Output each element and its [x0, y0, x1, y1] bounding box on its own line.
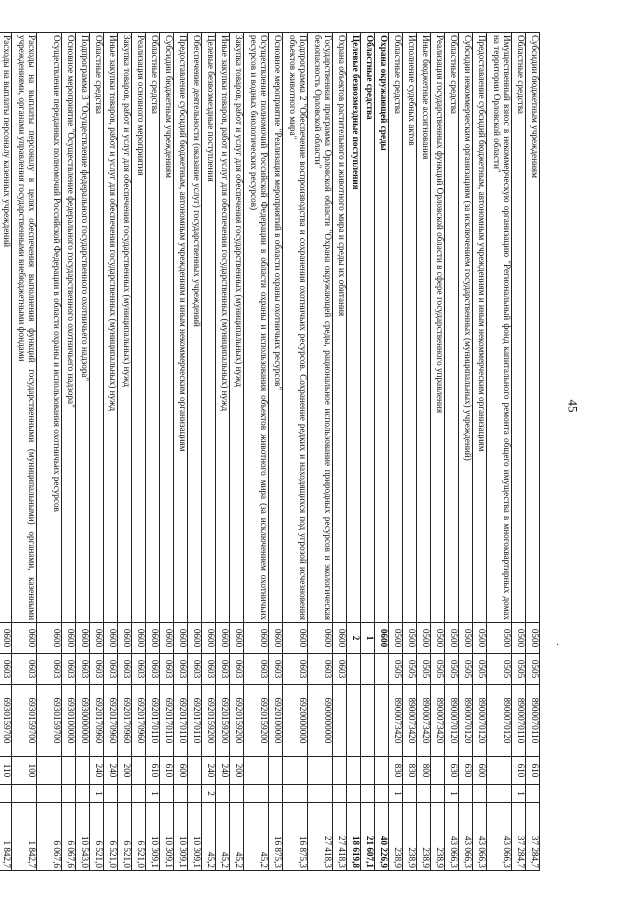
- target-article-code: [347, 685, 361, 757]
- source-code: [216, 785, 230, 803]
- amount: 45,2: [230, 803, 244, 871]
- source-code: [283, 785, 308, 803]
- row-name: Иные закупки товаров, работ и услуг для обеспечения государственных (муниципальных) нужд: [216, 33, 230, 623]
- source-code: 1: [445, 785, 459, 803]
- subsection-code: [375, 654, 389, 685]
- source-code: [459, 785, 473, 803]
- source-code: [12, 785, 37, 803]
- table-row: [473, 33, 487, 871]
- expense-type-code: 240: [202, 757, 216, 785]
- subsection-code: 0603: [62, 654, 76, 685]
- amount: 1 842,7: [12, 803, 37, 871]
- table-row: [347, 33, 361, 871]
- source-code: [37, 785, 62, 803]
- expense-type-code: [333, 757, 347, 785]
- amount: 6 521,0: [118, 803, 132, 871]
- source-code: [0, 785, 12, 803]
- section-code: 2: [347, 623, 361, 654]
- row-name: Реализация государственных функций Орловской области в сфере государственного управления: [431, 33, 445, 623]
- subsection-code: 0505: [445, 654, 459, 685]
- section-code: 0600: [76, 623, 90, 654]
- section-code: 0600: [104, 623, 118, 654]
- amount: 238,9: [389, 803, 403, 871]
- amount: 43 066,3: [459, 803, 473, 871]
- subsection-code: 0603: [90, 654, 104, 685]
- expense-type-code: 110: [0, 757, 12, 785]
- row-name: Целевые безвозмездные поступления: [347, 33, 361, 623]
- section-code: 0600: [174, 623, 188, 654]
- amount: 6 067,6: [37, 803, 62, 871]
- row-name: Субсидии некоммерческим организациям (за исключением государственных (муниципальных) учреждений): [459, 33, 473, 623]
- expense-type-code: [283, 757, 308, 785]
- source-code: [118, 785, 132, 803]
- target-article-code: 8900073420: [431, 685, 445, 757]
- row-name: Иные бюджетные ассигнования: [417, 33, 431, 623]
- row-name: Субсидии бюджетным учреждениям: [160, 33, 174, 623]
- section-code: 0500: [487, 623, 512, 654]
- table-row: [216, 33, 230, 871]
- target-article-code: [361, 685, 375, 757]
- row-name: Основное мероприятие "Осуществление федерального государственного охотничьего надзора": [62, 33, 76, 623]
- amount: 10 309,1: [188, 803, 202, 871]
- source-code: [230, 785, 244, 803]
- source-code: [62, 785, 76, 803]
- expense-type-code: 830: [403, 757, 417, 785]
- subsection-code: 0603: [269, 654, 283, 685]
- subsection-code: 0505: [526, 654, 540, 685]
- subsection-code: 0603: [132, 654, 146, 685]
- target-article-code: 8900073420: [389, 685, 403, 757]
- source-code: 1: [512, 785, 526, 803]
- amount: 10 309,1: [174, 803, 188, 871]
- row-name: Предоставление субсидий бюджетным, автономным учреждениям и иным некоммерческим организациям: [174, 33, 188, 623]
- expense-type-code: [431, 757, 445, 785]
- table-row: [512, 33, 526, 871]
- row-name: Исполнение судебных актов: [403, 33, 417, 623]
- row-name: Осуществление полномочий Российской Федерации в области охраны и использования объектов животного мира (за исключением охотничьих ресурсов и водных биологических ресурсов): [244, 33, 269, 623]
- amount: 238,9: [431, 803, 445, 871]
- subsection-code: 0505: [403, 654, 417, 685]
- table-row: [361, 33, 375, 871]
- amount: 37 284,7: [512, 803, 526, 871]
- amount: 6 067,6: [62, 803, 76, 871]
- expense-type-code: 610: [146, 757, 160, 785]
- expense-type-code: 240: [104, 757, 118, 785]
- rotated-page: [0, 32, 540, 870]
- target-article-code: 6920170110: [146, 685, 160, 757]
- target-article-code: 6930159700: [12, 685, 37, 757]
- table-row: [269, 33, 283, 871]
- amount: 43 066,3: [487, 803, 512, 871]
- amount: 16 875,3: [269, 803, 283, 871]
- section-code: 0500: [389, 623, 403, 654]
- amount: 238,9: [403, 803, 417, 871]
- row-name: Охрана окружающей среды: [375, 33, 389, 623]
- expense-type-code: [37, 757, 62, 785]
- source-code: [132, 785, 146, 803]
- table-row: [417, 33, 431, 871]
- subsection-code: [347, 654, 361, 685]
- section-code: 0600: [202, 623, 216, 654]
- subsection-code: 0505: [389, 654, 403, 685]
- section-code: 0500: [512, 623, 526, 654]
- amount: 27 418,3: [308, 803, 333, 871]
- target-article-code: 6920159200: [202, 685, 216, 757]
- section-code: 0600: [216, 623, 230, 654]
- section-code: 0600: [269, 623, 283, 654]
- row-name: Основное мероприятие "Реализация мероприятий в области охраны охотничьих ресурсов": [269, 33, 283, 623]
- source-code: [361, 785, 375, 803]
- source-code: [333, 785, 347, 803]
- subsection-code: 0505: [473, 654, 487, 685]
- table-row: [230, 33, 244, 871]
- target-article-code: 6920170110: [160, 685, 174, 757]
- expense-type-code: 100: [12, 757, 37, 785]
- table-row: [283, 33, 308, 871]
- expense-type-code: [62, 757, 76, 785]
- source-code: 1: [389, 785, 403, 803]
- expense-type-code: 600: [473, 757, 487, 785]
- section-code: 0600: [244, 623, 269, 654]
- amount: 21 607,1: [361, 803, 375, 871]
- section-code: 0500: [526, 623, 540, 654]
- target-article-code: 8900070110: [526, 685, 540, 757]
- subsection-code: 0603: [104, 654, 118, 685]
- table-row: [90, 33, 104, 871]
- source-code: [417, 785, 431, 803]
- expense-type-code: 630: [445, 757, 459, 785]
- table-row: [0, 33, 12, 871]
- table-row: [445, 33, 459, 871]
- source-code: [403, 785, 417, 803]
- amount: 6 521,0: [104, 803, 118, 871]
- expense-type-code: [132, 757, 146, 785]
- section-code: 0500: [403, 623, 417, 654]
- row-name: Имущественный взнос в некоммерческую организацию "Региональный фонд капитального ремонта общего имущества в многоквартирных домах на территории Орловской области": [487, 33, 512, 623]
- section-code: 0600: [160, 623, 174, 654]
- target-article-code: [333, 685, 347, 757]
- subsection-code: 0603: [216, 654, 230, 685]
- section-code: 0500: [417, 623, 431, 654]
- amount: 10 309,1: [160, 803, 174, 871]
- expense-type-code: [308, 757, 333, 785]
- source-code: [375, 785, 389, 803]
- section-code: 0600: [12, 623, 37, 654]
- subsection-code: 0603: [160, 654, 174, 685]
- amount: 16 875,3: [283, 803, 308, 871]
- section-code: 0500: [431, 623, 445, 654]
- table-row: [146, 33, 160, 871]
- target-article-code: 8900070120: [445, 685, 459, 757]
- expense-type-code: [188, 757, 202, 785]
- expense-type-code: 610: [526, 757, 540, 785]
- table-row: [487, 33, 512, 871]
- source-code: [431, 785, 445, 803]
- subsection-code: 0603: [37, 654, 62, 685]
- table-row: [308, 33, 333, 871]
- amount: 37 284,7: [526, 803, 540, 871]
- target-article-code: [375, 685, 389, 757]
- target-article-code: 6920100000: [269, 685, 283, 757]
- source-code: [269, 785, 283, 803]
- section-code: 0600: [132, 623, 146, 654]
- budget-table: [0, 32, 540, 871]
- source-code: [104, 785, 118, 803]
- table-row: [12, 33, 37, 871]
- row-name: Областные средства: [389, 33, 403, 623]
- row-name: Подпрограмма 2 "Обеспечение воспроизводства и сохранения охотничьих ресурсов. Сохранение редких и находящихся под угрозой исчезновения объектов животного мира": [283, 33, 308, 623]
- expense-type-code: 200: [118, 757, 132, 785]
- row-name: Субсидии бюджетным учреждениям: [526, 33, 540, 623]
- row-name: Государственная программа Орловской области "Охрана окружающей среды, рациональное использование природных ресурсов и экологическая безопасность Орловской области": [308, 33, 333, 623]
- section-code: 0600: [230, 623, 244, 654]
- target-article-code: 6920170110: [188, 685, 202, 757]
- table-row: [37, 33, 62, 871]
- section-code: 0600: [333, 623, 347, 654]
- subsection-code: 0505: [512, 654, 526, 685]
- row-name: Закупка товаров, работ и услуг для обеспечения государственных (муниципальных) нужд: [230, 33, 244, 623]
- source-code: [160, 785, 174, 803]
- table-row: [431, 33, 445, 871]
- dot-mark: ·: [556, 640, 560, 651]
- section-code: 0600: [146, 623, 160, 654]
- section-code: 0600: [283, 623, 308, 654]
- row-name: Подпрограмма 3 "Осуществление федерального государственного охотничьего надзора": [76, 33, 90, 623]
- amount: 6 521,0: [90, 803, 104, 871]
- section-code: 0600: [0, 623, 12, 654]
- expense-type-code: [76, 757, 90, 785]
- expense-type-code: 800: [417, 757, 431, 785]
- table-row: [333, 33, 347, 871]
- subsection-code: 0603: [283, 654, 308, 685]
- subsection-code: 0603: [244, 654, 269, 685]
- expense-type-code: 830: [389, 757, 403, 785]
- section-code: 0600: [37, 623, 62, 654]
- subsection-code: 0505: [417, 654, 431, 685]
- target-article-code: 8900073420: [403, 685, 417, 757]
- table-row: [244, 33, 269, 871]
- section-code: 1: [361, 623, 375, 654]
- amount: 10 543,0: [76, 803, 90, 871]
- row-name: Областные средства: [90, 33, 104, 623]
- subsection-code: 0603: [174, 654, 188, 685]
- source-code: 2: [202, 785, 216, 803]
- subsection-code: [361, 654, 375, 685]
- table-row: [188, 33, 202, 871]
- page-number: 45: [565, 399, 581, 413]
- section-code: 0600: [118, 623, 132, 654]
- amount: 27 418,3: [333, 803, 347, 871]
- target-article-code: 8900070120: [459, 685, 473, 757]
- target-article-code: 8900070120: [487, 685, 512, 757]
- table-row: [160, 33, 174, 871]
- table-row: [459, 33, 473, 871]
- subsection-code: 0603: [0, 654, 12, 685]
- subsection-code: 0603: [76, 654, 90, 685]
- expense-type-code: 240: [90, 757, 104, 785]
- table-row: [526, 33, 540, 871]
- target-article-code: 6920170960: [132, 685, 146, 757]
- target-article-code: 6920170960: [104, 685, 118, 757]
- source-code: [76, 785, 90, 803]
- subsection-code: 0603: [230, 654, 244, 685]
- table-row: [202, 33, 216, 871]
- amount: 238,9: [417, 803, 431, 871]
- section-code: 0500: [459, 623, 473, 654]
- expense-type-code: [375, 757, 389, 785]
- amount: 43 066,3: [473, 803, 487, 871]
- target-article-code: 6920159200: [230, 685, 244, 757]
- table-row: [118, 33, 132, 871]
- target-article-code: 6920159200: [216, 685, 230, 757]
- target-article-code: 6900000000: [308, 685, 333, 757]
- expense-type-code: 600: [174, 757, 188, 785]
- row-name: Областные средства: [146, 33, 160, 623]
- target-article-code: 8900073420: [417, 685, 431, 757]
- expense-type-code: [487, 757, 512, 785]
- amount: 40 226,9: [375, 803, 389, 871]
- amount: 6 521,0: [132, 803, 146, 871]
- expense-type-code: 200: [230, 757, 244, 785]
- subsection-code: 0603: [188, 654, 202, 685]
- target-article-code: 6920170960: [90, 685, 104, 757]
- source-code: [308, 785, 333, 803]
- row-name: Осуществление переданных полномочий Российской Федерации в области охраны и использования охотничьих ресурсов: [37, 33, 62, 623]
- table-row: [76, 33, 90, 871]
- subsection-code: 0603: [118, 654, 132, 685]
- subsection-code: 0505: [487, 654, 512, 685]
- section-code: 0500: [473, 623, 487, 654]
- source-code: [526, 785, 540, 803]
- amount: 45,2: [216, 803, 230, 871]
- expense-type-code: [347, 757, 361, 785]
- row-name: Закупка товаров, работ и услуг для обеспечения государственных (муниципальных) нужд: [118, 33, 132, 623]
- row-name: Целевые безвозмездные поступления: [202, 33, 216, 623]
- row-name: Областные средства: [512, 33, 526, 623]
- subsection-code: 0603: [308, 654, 333, 685]
- expense-type-code: 630: [459, 757, 473, 785]
- expense-type-code: 610: [160, 757, 174, 785]
- subsection-code: 0603: [202, 654, 216, 685]
- expense-type-code: 610: [512, 757, 526, 785]
- amount: 18 619,8: [347, 803, 361, 871]
- target-article-code: 8900070110: [512, 685, 526, 757]
- row-name: Предоставление субсидий бюджетным, автономным учреждениям и иным некоммерческим организациям: [473, 33, 487, 623]
- row-name: Расходы на выплаты персоналу в целях обеспечения выполнения функций государственными (муниципальными) органами, казенными учреждениями, органами управления государственными внебюджетными фондами: [12, 33, 37, 623]
- budget-table-body: [0, 33, 540, 871]
- row-name: Иные закупки товаров, работ и услуг для обеспечения государственных (муниципальных) нужд: [104, 33, 118, 623]
- section-code: 0600: [90, 623, 104, 654]
- target-article-code: 6920170110: [174, 685, 188, 757]
- row-name: Обеспечение деятельности (оказание услуг) государственных учреждений: [188, 33, 202, 623]
- subsection-code: 0505: [459, 654, 473, 685]
- subsection-code: 0505: [431, 654, 445, 685]
- expense-type-code: [269, 757, 283, 785]
- target-article-code: 6920000000: [283, 685, 308, 757]
- section-code: 0600: [62, 623, 76, 654]
- amount: 45,2: [244, 803, 269, 871]
- expense-type-code: 240: [216, 757, 230, 785]
- expense-type-code: [361, 757, 375, 785]
- source-code: 1: [146, 785, 160, 803]
- target-article-code: 6920170960: [118, 685, 132, 757]
- section-code: 0500: [445, 623, 459, 654]
- table-row: [104, 33, 118, 871]
- table-row: [389, 33, 403, 871]
- row-name: Охрана объектов растительного и животного мира и среды их обитания: [333, 33, 347, 623]
- section-code: 0600: [188, 623, 202, 654]
- subsection-code: 0603: [12, 654, 37, 685]
- table-row: [174, 33, 188, 871]
- amount: 1 842,7: [0, 803, 12, 871]
- row-name: Реализация основного мероприятия: [132, 33, 146, 623]
- table-row: [132, 33, 146, 871]
- source-code: [244, 785, 269, 803]
- target-article-code: 6930100000: [62, 685, 76, 757]
- target-article-code: 8900070120: [473, 685, 487, 757]
- source-code: [174, 785, 188, 803]
- row-name: Областные средства: [445, 33, 459, 623]
- source-code: [473, 785, 487, 803]
- amount: 43 066,3: [445, 803, 459, 871]
- target-article-code: 6920159200: [244, 685, 269, 757]
- section-code: 0600: [375, 623, 389, 654]
- table-row: [403, 33, 417, 871]
- source-code: [347, 785, 361, 803]
- amount: 10 309,1: [146, 803, 160, 871]
- row-name: Областные средства: [361, 33, 375, 623]
- subsection-code: 0603: [333, 654, 347, 685]
- source-code: [188, 785, 202, 803]
- subsection-code: 0603: [146, 654, 160, 685]
- amount: 45,2: [202, 803, 216, 871]
- section-code: 0600: [308, 623, 333, 654]
- target-article-code: 6930159700: [37, 685, 62, 757]
- source-code: [487, 785, 512, 803]
- target-article-code: 6930000000: [76, 685, 90, 757]
- table-row: [375, 33, 389, 871]
- source-code: 1: [90, 785, 104, 803]
- target-article-code: 6930159700: [0, 685, 12, 757]
- expense-type-code: [244, 757, 269, 785]
- row-name: Расходы на выплаты персоналу казенных учреждений: [0, 33, 12, 623]
- table-row: [62, 33, 76, 871]
